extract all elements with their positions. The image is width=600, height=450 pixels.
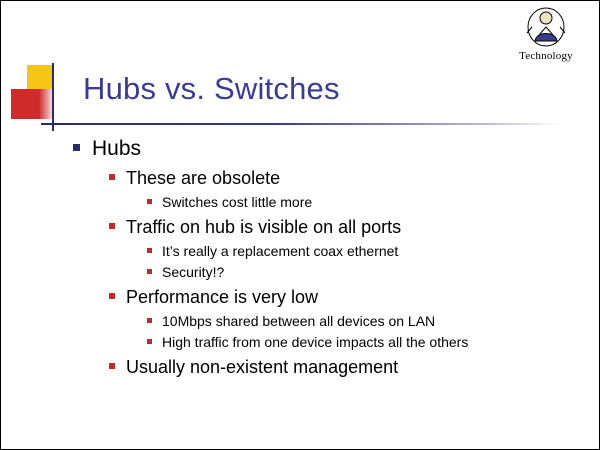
logo-caption: Technology [519, 50, 573, 62]
list-item [109, 357, 579, 378]
list-item [147, 264, 579, 280]
bullet-icon [147, 199, 152, 204]
list-item [147, 313, 579, 329]
list-item [109, 217, 579, 238]
bullet-icon [109, 223, 115, 229]
bullet-icon [109, 293, 115, 299]
list-item-label: 10Mbps shared between all devices on LAN [162, 313, 436, 329]
list-item-label: It’s really a replacement coax ethernet [162, 243, 399, 259]
bullet-icon [147, 248, 152, 253]
technology-person-logo-icon [523, 7, 569, 49]
list-item-label: High traffic from one device impacts all the others [162, 334, 469, 350]
list-item-label: These are obsolete [126, 168, 281, 188]
decoration-red-square [11, 89, 41, 119]
bullet-icon [109, 363, 115, 369]
list-item [147, 334, 579, 350]
title-underline [41, 123, 563, 125]
list-item-label: Hubs [92, 137, 142, 160]
outline-list [73, 137, 579, 378]
list-item [147, 194, 579, 210]
list-item [147, 243, 579, 259]
list-item-label: Security!? [162, 264, 225, 280]
bullet-icon [147, 339, 152, 344]
bullet-icon [147, 318, 152, 323]
list-item-label: Switches cost little more [162, 194, 313, 210]
title-decoration [11, 63, 83, 131]
list-item [109, 168, 579, 189]
page-title: Hubs vs. Switches [83, 71, 340, 106]
list-item [73, 137, 579, 161]
list-item-label: Performance is very low [126, 287, 319, 307]
decoration-yellow-square [27, 65, 53, 91]
list-item [109, 287, 579, 308]
list-item-label: Traffic on hub is visible on all ports [126, 217, 402, 237]
decoration-vertical-line [52, 63, 54, 131]
bullet-icon [109, 174, 115, 180]
bullet-icon [147, 269, 152, 274]
logo-block [503, 7, 589, 62]
list-item-label: Usually non-existent management [126, 357, 399, 377]
bullet-icon [73, 144, 80, 151]
